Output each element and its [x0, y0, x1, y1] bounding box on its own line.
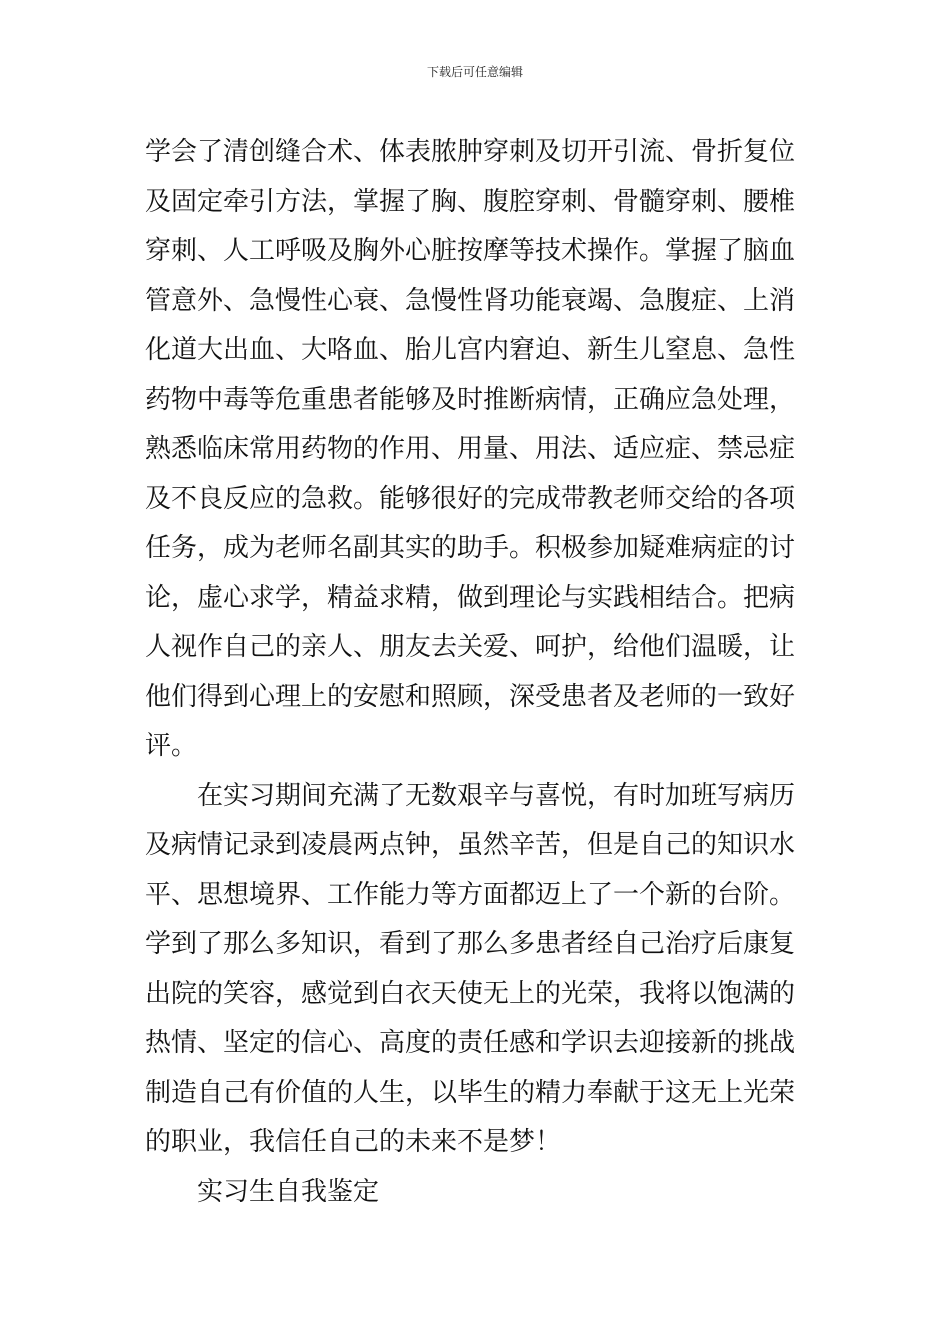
text-line: 的职业，我信任自己的未来不是梦！: [145, 1127, 562, 1157]
text-line: 学到了那么多知识，看到了那么多患者经自己治疗后康复: [145, 929, 796, 959]
text-line: 评。: [145, 731, 198, 761]
text-line: 人视作自己的亲人、朋友去关爱、呵护，给他们温暖，让: [145, 632, 796, 662]
text-line: 他们得到心理上的安慰和照顾，深受患者及老师的一致好: [145, 681, 796, 712]
text-line: 任务，成为老师名副其实的助手。积极参加疑难病症的讨: [145, 533, 796, 563]
text-line: 穿刺、人工呼吸及胸外心脏按摩等技术操作。掌握了脑血: [145, 236, 796, 266]
page-header: 下载后可任意编辑: [426, 65, 523, 79]
text-line: 出院的笑容，感觉到白衣天使无上的光荣，我将以饱满的: [145, 978, 796, 1009]
text-line: 论，虚心求学，精益求精，做到理论与实践相结合。把病: [145, 582, 796, 613]
text-line: 热情、坚定的信心、高度的责任感和学识去迎接新的挑战: [145, 1028, 796, 1058]
text-line: 及病情记录到凌晨两点钟，虽然辛苦，但是自己的知识水: [145, 830, 796, 860]
text-line: 在实习期间充满了无数艰辛与喜悦，有时加班写病历: [197, 780, 796, 811]
text-line: 药物中毒等危重患者能够及时推断病情，正确应急处理，: [145, 384, 796, 415]
text-line: 平、思想境界、工作能力等方面都迈上了一个新的台阶。: [145, 879, 796, 910]
text-line: 制造自己有价值的人生，以毕生的精力奉献于这无上光荣: [145, 1077, 796, 1108]
text-line: 化道大出血、大咯血、胎儿宫内窘迫、新生儿窒息、急性: [145, 335, 796, 365]
text-line: 及不良反应的急救。能够很好的完成带教老师交给的各项: [145, 483, 796, 514]
document-body: [145, 128, 809, 1217]
text-line: 管意外、急慢性心衰、急慢性肾功能衰竭、急腹症、上消: [145, 285, 796, 316]
text-line: 及固定牵引方法，掌握了胸、腹腔穿刺、骨髓穿刺、腰椎: [145, 186, 796, 217]
text-line: 熟悉临床常用药物的作用、用量、用法、适应症、禁忌症: [145, 434, 796, 464]
text-line: 学会了清创缝合术、体表脓肿穿刺及切开引流、骨折复位: [145, 137, 796, 167]
section-heading: 实习生自我鉴定: [197, 1176, 380, 1207]
